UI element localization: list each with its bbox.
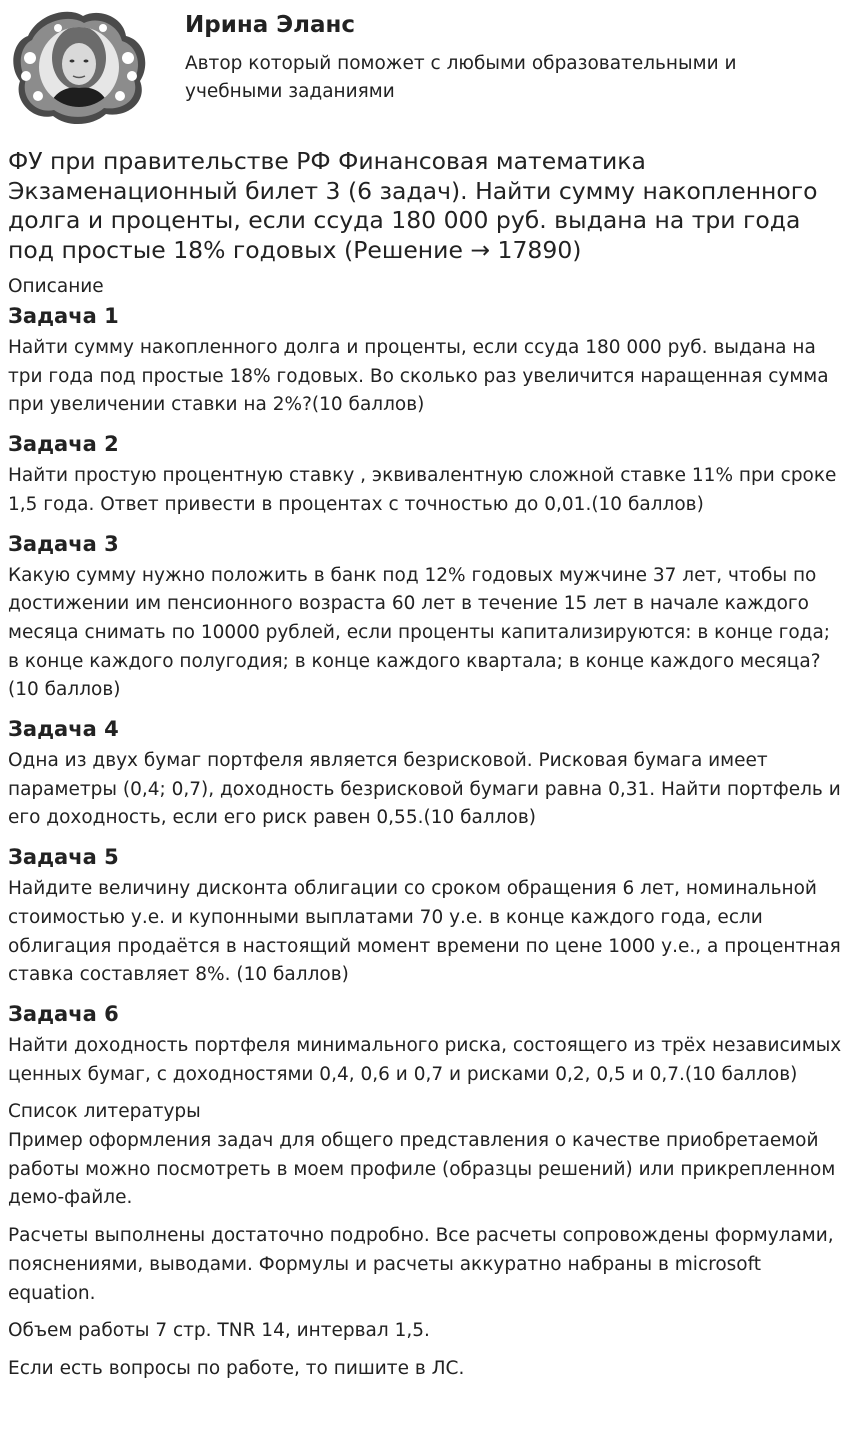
page-title: ФУ при правительстве РФ Финансовая математика Экзаменационный билет 3 (6 задач). Найти сумму накопленного долга и проценты, если ссуда 180 000 руб. выдана на три года под простые 18% годовых (Решение → 17890) [8,147,818,264]
author-description: Автор который поможет с любыми образовательными и учебными заданиями [185,53,737,102]
task-text: Найти доходность портфеля минимального риска, состоящего из трёх независимых ценных бумаг, с доходностями 0,4, 0,6 и 0,7 и рисками 0,2, 0,5 и 0,7.(10 баллов) [8,1034,842,1085]
closing-paragraph: Если есть вопросы по работе, то пишите в ЛС. [8,1357,465,1379]
task-text: Найти сумму накопленного долга и проценты, если ссуда 180 000 руб. выдана на три года под простые 18% годовых. Во сколько раз увеличится наращенная сумма при увеличении ставки на 2%?(10 баллов) [8,337,829,416]
task-text: Какую сумму нужно положить в банк под 12% годовых мужчине 37 лет, чтобы по достижении им пенсионного возраста 60 лет в течение 15 лет в начале каждого месяца снимать по 10000 рублей, если проценты капитализируются: в конце года; в конце каждого полугодия; в конце каждого квартала; в конце каждого месяца?(10 баллов) [8,564,831,701]
task-4 [8,714,842,833]
description-label: Описание [8,276,104,297]
task-heading: Задача 6 [8,1001,119,1026]
author-card [0,0,847,130]
closing-paragraph: Объем работы 7 стр. TNR 14, интервал 1,5. [8,1320,430,1342]
task-6 [8,999,842,1089]
author-name[interactable]: Ирина Эланс [185,12,356,38]
task-heading: Задача 1 [8,304,119,328]
task-heading: Задача 3 [8,531,119,556]
avatar[interactable] [8,6,150,128]
task-3 [8,529,842,706]
task-1 [8,301,842,420]
task-text: Найдите величину дисконта облигации со сроком обращения 6 лет, номинальной стоимостью у.е. и купонными выплатами 70 у.е. в конце каждого года, если облигация продаётся в настоящий момент времени по цене 1000 у.е., а процентная ставка составляет 8%. (10 баллов) [8,878,841,986]
closing-paragraph: Пример оформления задач для общего представления о качестве приобретаемой работы можно посмотреть в моем профиле (образцы решений) или прикрепленном демо-файле. [8,1130,836,1209]
task-5 [8,842,842,990]
avatar-image [8,6,150,128]
main-content [8,147,842,1393]
task-text: Найти простую процентную ставку , эквивалентную сложной ставке 11% при сроке 1,5 года. Ответ привести в процентах с точностью до 0,01.(10 баллов) [8,465,837,515]
task-text: Одна из двух бумаг портфеля является безрисковой. Рисковая бумага имеет параметры (0,4; 0,7), доходность безрисковой бумаги равна 0,31. Найти портфель и его доходность, если его риск равен 0,55.(10 баллов) [8,750,841,829]
closing-paragraph: Расчеты выполнены достаточно подробно. Все расчеты сопровождены формулами, пояснениями, выводами. Формулы и расчеты аккуратно набраны в microsoft equation. [8,1225,834,1304]
task-2 [8,429,842,519]
task-heading: Задача 2 [8,432,119,457]
task-heading: Задача 4 [8,717,119,742]
literature-label: Список литературы [8,1101,201,1123]
task-heading: Задача 5 [8,845,119,870]
